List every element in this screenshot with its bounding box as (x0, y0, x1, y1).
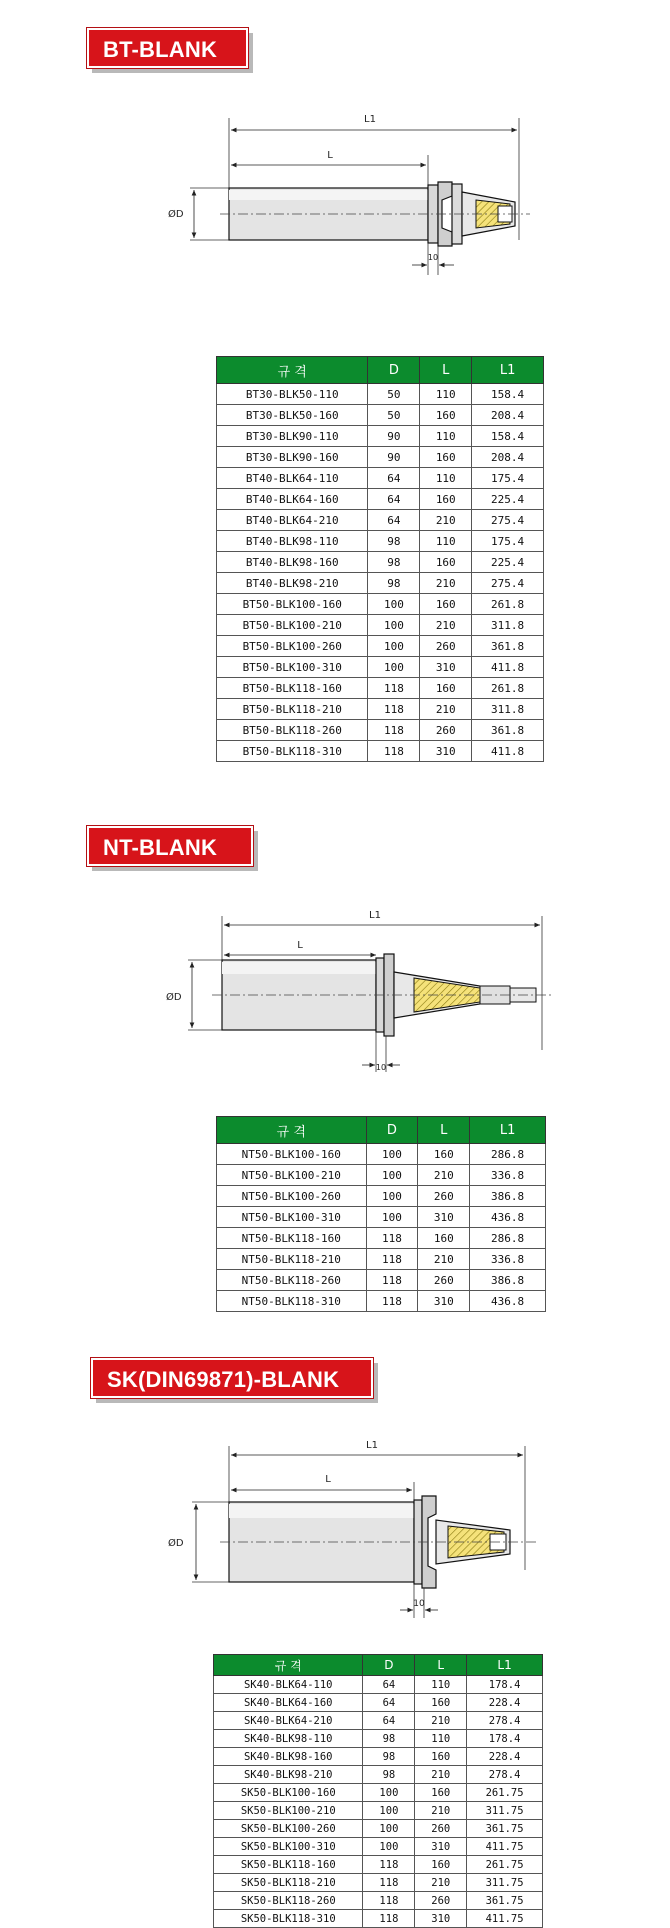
table-cell: 261.8 (472, 678, 544, 699)
table-row (214, 1784, 543, 1802)
table-cell: BT50-BLK118-310 (217, 741, 368, 762)
table-cell: 110 (420, 531, 472, 552)
table-cell: BT30-BLK50-110 (217, 384, 368, 405)
table-cell: 311.75 (467, 1874, 543, 1892)
table-cell: SK50-BLK118-310 (214, 1910, 363, 1928)
table-row (214, 1712, 543, 1730)
table-row (217, 447, 544, 468)
table-cell: 210 (415, 1874, 467, 1892)
table-row (217, 384, 544, 405)
dim-d: ØD (166, 992, 182, 1003)
column-header: D (363, 1655, 415, 1676)
table-cell: 118 (363, 1874, 415, 1892)
table-row (214, 1856, 543, 1874)
table-cell: 361.75 (467, 1892, 543, 1910)
table-cell: 411.75 (467, 1910, 543, 1928)
table-cell: 158.4 (472, 426, 544, 447)
table-cell: 160 (418, 1144, 470, 1165)
table-row (217, 426, 544, 447)
table-row (217, 741, 544, 762)
column-header: 규 격 (217, 1117, 367, 1144)
table-cell: 118 (366, 1228, 418, 1249)
table-cell: SK40-BLK64-110 (214, 1676, 363, 1694)
table-cell: BT30-BLK90-160 (217, 447, 368, 468)
table-cell: 118 (366, 1270, 418, 1291)
table-cell: 160 (415, 1784, 467, 1802)
table-cell: 110 (415, 1730, 467, 1748)
table-cell: 260 (420, 720, 472, 741)
table-row (217, 657, 544, 678)
table-row (214, 1838, 543, 1856)
table-cell: 100 (363, 1784, 415, 1802)
table-cell: 110 (420, 468, 472, 489)
table-cell: 98 (363, 1766, 415, 1784)
table-cell: 311.8 (472, 699, 544, 720)
table-row (217, 1270, 546, 1291)
table-cell: 286.8 (470, 1228, 546, 1249)
table-cell: 98 (368, 531, 420, 552)
table-cell: BT50-BLK100-260 (217, 636, 368, 657)
table-cell: SK50-BLK100-160 (214, 1784, 363, 1802)
table-cell: 160 (420, 594, 472, 615)
table-cell: 225.4 (472, 552, 544, 573)
table-cell: 310 (420, 657, 472, 678)
table-cell: 178.4 (467, 1730, 543, 1748)
table-cell: 310 (415, 1838, 467, 1856)
table-row (217, 615, 544, 636)
table-header-row (214, 1655, 543, 1676)
column-header: L1 (470, 1117, 546, 1144)
table-cell: 160 (420, 405, 472, 426)
section-title-nt: NT-BLANK (87, 826, 253, 866)
table-row (217, 594, 544, 615)
table-row (217, 573, 544, 594)
table-cell: 110 (420, 384, 472, 405)
table-cell: 311.75 (467, 1802, 543, 1820)
sk-blank-table (213, 1654, 543, 1928)
table-cell: NT50-BLK100-260 (217, 1186, 367, 1207)
table-cell: BT50-BLK118-160 (217, 678, 368, 699)
table-cell: 311.8 (472, 615, 544, 636)
table-row (214, 1802, 543, 1820)
table-cell: SK50-BLK118-210 (214, 1874, 363, 1892)
table-cell: SK40-BLK98-160 (214, 1748, 363, 1766)
table-cell: 100 (368, 636, 420, 657)
table-row (217, 531, 544, 552)
table-cell: 336.8 (470, 1249, 546, 1270)
table-cell: 361.8 (472, 636, 544, 657)
table-cell: 260 (415, 1820, 467, 1838)
table-cell: 210 (418, 1165, 470, 1186)
column-header: L (420, 357, 472, 384)
table-cell: BT50-BLK100-210 (217, 615, 368, 636)
table-header-row (217, 357, 544, 384)
table-row (217, 1186, 546, 1207)
table-cell: 100 (363, 1820, 415, 1838)
table-cell: 261.8 (472, 594, 544, 615)
table-cell: SK50-BLK100-310 (214, 1838, 363, 1856)
table-cell: 310 (415, 1910, 467, 1928)
table-cell: 310 (420, 741, 472, 762)
table-cell: 98 (368, 552, 420, 573)
table-cell: 160 (415, 1856, 467, 1874)
table-row (217, 489, 544, 510)
dim-l1: L1 (364, 114, 376, 125)
section-title-sk: SK(DIN69871)-BLANK (91, 1358, 373, 1398)
sk-blank-drawing (168, 1430, 550, 1650)
table-cell: NT50-BLK118-260 (217, 1270, 367, 1291)
table-cell: BT40-BLK98-110 (217, 531, 368, 552)
table-cell: 210 (415, 1802, 467, 1820)
dim-l: L (325, 1474, 331, 1485)
table-cell: 436.8 (470, 1291, 546, 1312)
table-cell: 100 (368, 594, 420, 615)
table-cell: SK50-BLK118-260 (214, 1892, 363, 1910)
table-cell: BT40-BLK98-210 (217, 573, 368, 594)
table-cell: SK50-BLK100-260 (214, 1820, 363, 1838)
table-cell: BT50-BLK100-160 (217, 594, 368, 615)
nt-blank-drawing (166, 900, 560, 1100)
table-cell: 260 (418, 1186, 470, 1207)
table-row (217, 468, 544, 489)
table-cell: BT40-BLK98-160 (217, 552, 368, 573)
table-cell: 90 (368, 426, 420, 447)
table-cell: 160 (420, 447, 472, 468)
table-cell: 160 (420, 552, 472, 573)
table-cell: 64 (363, 1712, 415, 1730)
table-cell: 411.8 (472, 741, 544, 762)
table-cell: 260 (418, 1270, 470, 1291)
dim-10: 10 (413, 1599, 425, 1609)
table-cell: 210 (420, 573, 472, 594)
table-cell: BT50-BLK118-210 (217, 699, 368, 720)
column-header: D (368, 357, 420, 384)
table-cell: 175.4 (472, 531, 544, 552)
table-cell: 118 (363, 1856, 415, 1874)
table-cell: 228.4 (467, 1694, 543, 1712)
table-row (217, 1249, 546, 1270)
table-cell: BT50-BLK100-310 (217, 657, 368, 678)
table-cell: 225.4 (472, 489, 544, 510)
table-cell: 261.75 (467, 1784, 543, 1802)
table-cell: 90 (368, 447, 420, 468)
table-cell: BT30-BLK50-160 (217, 405, 368, 426)
table-cell: 98 (368, 573, 420, 594)
table-cell: 411.8 (472, 657, 544, 678)
table-cell: BT40-BLK64-110 (217, 468, 368, 489)
table-cell: 436.8 (470, 1207, 546, 1228)
table-cell: 118 (368, 678, 420, 699)
table-row (214, 1748, 543, 1766)
table-cell: 278.4 (467, 1712, 543, 1730)
table-cell: 118 (368, 699, 420, 720)
table-row (214, 1730, 543, 1748)
table-cell: 100 (363, 1802, 415, 1820)
table-cell: 175.4 (472, 468, 544, 489)
table-cell: 110 (420, 426, 472, 447)
table-cell: 386.8 (470, 1270, 546, 1291)
table-cell: SK40-BLK64-160 (214, 1694, 363, 1712)
table-cell: 100 (368, 615, 420, 636)
table-cell: 160 (420, 489, 472, 510)
table-cell: 411.75 (467, 1838, 543, 1856)
column-header: L (415, 1655, 467, 1676)
table-row (217, 636, 544, 657)
table-cell: 386.8 (470, 1186, 546, 1207)
table-row (214, 1766, 543, 1784)
table-cell: 286.8 (470, 1144, 546, 1165)
table-cell: 98 (363, 1730, 415, 1748)
table-cell: BT50-BLK118-260 (217, 720, 368, 741)
dim-l: L (327, 150, 333, 161)
table-cell: 361.75 (467, 1820, 543, 1838)
table-cell: 118 (368, 720, 420, 741)
dim-l1: L1 (366, 1440, 378, 1451)
table-cell: 158.4 (472, 384, 544, 405)
table-cell: 64 (363, 1694, 415, 1712)
table-row (217, 1144, 546, 1165)
table-cell: 210 (418, 1249, 470, 1270)
table-row (217, 720, 544, 741)
table-cell: 210 (415, 1766, 467, 1784)
table-cell: 160 (415, 1694, 467, 1712)
table-cell: 210 (420, 699, 472, 720)
table-cell: 100 (366, 1165, 418, 1186)
table-row (217, 678, 544, 699)
table-row (214, 1910, 543, 1928)
table-row (217, 510, 544, 531)
table-cell: 160 (418, 1228, 470, 1249)
table-cell: NT50-BLK118-160 (217, 1228, 367, 1249)
table-cell: 210 (420, 510, 472, 531)
table-cell: 100 (366, 1207, 418, 1228)
table-cell: BT40-BLK64-160 (217, 489, 368, 510)
dim-10: 10 (375, 1063, 387, 1072)
table-row (214, 1874, 543, 1892)
table-cell: NT50-BLK118-310 (217, 1291, 367, 1312)
table-cell: 361.8 (472, 720, 544, 741)
table-cell: 118 (368, 741, 420, 762)
table-cell: 98 (363, 1748, 415, 1766)
column-header: 규 격 (217, 357, 368, 384)
table-cell: NT50-BLK100-160 (217, 1144, 367, 1165)
table-cell: 260 (420, 636, 472, 657)
bt-blank-drawing (168, 100, 540, 330)
table-row (214, 1892, 543, 1910)
table-cell: 210 (415, 1712, 467, 1730)
table-cell: SK50-BLK100-210 (214, 1802, 363, 1820)
table-cell: 275.4 (472, 510, 544, 531)
table-row (214, 1694, 543, 1712)
column-header: D (366, 1117, 418, 1144)
table-cell: 110 (415, 1676, 467, 1694)
dim-10: 10 (427, 253, 439, 262)
column-header: L1 (472, 357, 544, 384)
table-cell: 118 (366, 1291, 418, 1312)
table-cell: BT30-BLK90-110 (217, 426, 368, 447)
table-cell: SK40-BLK98-210 (214, 1766, 363, 1784)
dim-d: ØD (168, 209, 184, 220)
table-cell: 208.4 (472, 447, 544, 468)
table-cell: 100 (363, 1838, 415, 1856)
table-cell: 275.4 (472, 573, 544, 594)
table-cell: 50 (368, 384, 420, 405)
table-cell: 118 (363, 1892, 415, 1910)
table-cell: 118 (366, 1249, 418, 1270)
table-cell: 118 (363, 1910, 415, 1928)
table-cell: 64 (368, 510, 420, 531)
table-cell: 160 (415, 1748, 467, 1766)
nt-blank-table (216, 1116, 546, 1312)
table-cell: 50 (368, 405, 420, 426)
table-cell: BT40-BLK64-210 (217, 510, 368, 531)
table-cell: 210 (420, 615, 472, 636)
column-header: 규 격 (214, 1655, 363, 1676)
table-cell: 100 (366, 1144, 418, 1165)
dim-l: L (297, 940, 303, 951)
bt-blank-table (216, 356, 544, 762)
dim-d: ØD (168, 1538, 184, 1549)
column-header: L (418, 1117, 470, 1144)
table-cell: 100 (368, 657, 420, 678)
table-row (217, 1228, 546, 1249)
table-header-row (217, 1117, 546, 1144)
section-title-bt: BT-BLANK (87, 28, 248, 68)
column-header: L1 (467, 1655, 543, 1676)
table-row (217, 1207, 546, 1228)
table-cell: 64 (368, 468, 420, 489)
table-cell: 310 (418, 1291, 470, 1312)
table-row (217, 1165, 546, 1186)
table-row (217, 699, 544, 720)
table-cell: 160 (420, 678, 472, 699)
table-cell: 260 (415, 1892, 467, 1910)
table-cell: 261.75 (467, 1856, 543, 1874)
table-cell: NT50-BLK100-310 (217, 1207, 367, 1228)
table-cell: 178.4 (467, 1676, 543, 1694)
table-row (217, 405, 544, 426)
table-cell: SK50-BLK118-160 (214, 1856, 363, 1874)
table-cell: 228.4 (467, 1748, 543, 1766)
table-cell: 278.4 (467, 1766, 543, 1784)
table-row (217, 552, 544, 573)
table-cell: SK40-BLK64-210 (214, 1712, 363, 1730)
table-cell: 64 (368, 489, 420, 510)
table-cell: 100 (366, 1186, 418, 1207)
table-cell: 208.4 (472, 405, 544, 426)
table-row (217, 1291, 546, 1312)
table-cell: 336.8 (470, 1165, 546, 1186)
table-cell: SK40-BLK98-110 (214, 1730, 363, 1748)
table-row (214, 1676, 543, 1694)
table-cell: 310 (418, 1207, 470, 1228)
dim-l1: L1 (369, 910, 381, 921)
table-cell: NT50-BLK118-210 (217, 1249, 367, 1270)
table-row (214, 1820, 543, 1838)
table-cell: NT50-BLK100-210 (217, 1165, 367, 1186)
table-cell: 64 (363, 1676, 415, 1694)
